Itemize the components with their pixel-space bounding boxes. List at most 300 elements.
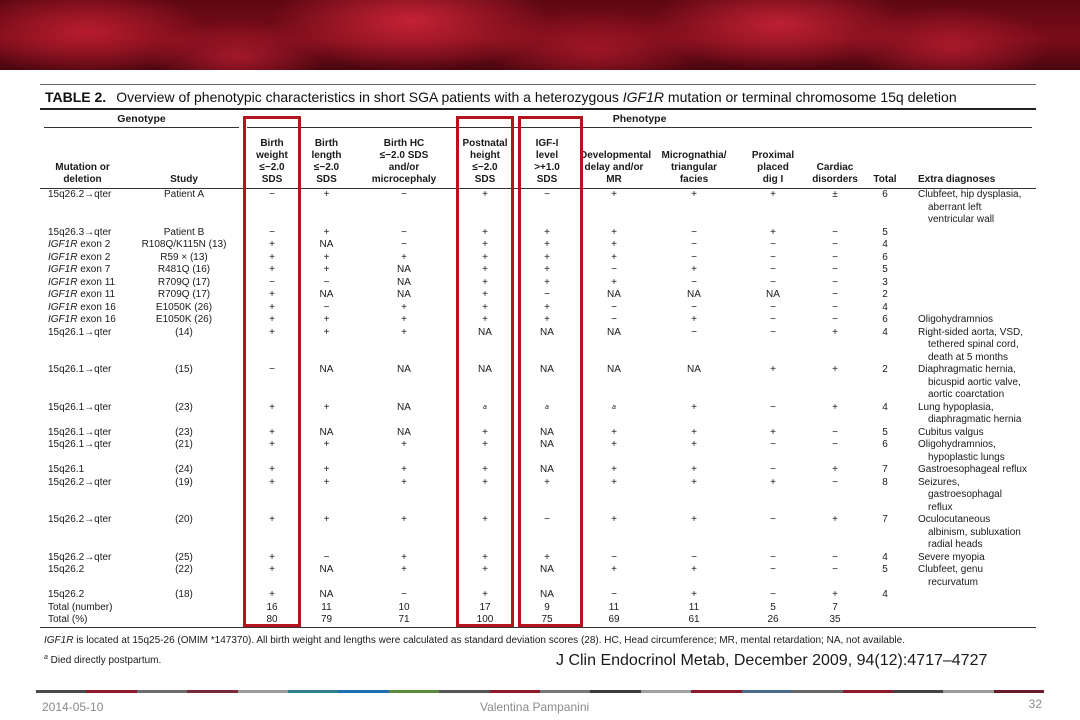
footer-bar-segment (893, 690, 943, 693)
footer-bar-segment (943, 690, 993, 693)
cell-bl: + (323, 401, 330, 413)
cell-extra (906, 264, 1036, 277)
cell-bl: + (323, 514, 330, 525)
table-title-label: TABLE 2. (45, 89, 107, 105)
cell-mutation: IGF1R exon 16 (48, 314, 116, 325)
footer-bar-segment (691, 690, 741, 693)
cell-dd: + (611, 226, 617, 238)
cell-dd: + (611, 276, 617, 288)
cell-dd: a (612, 403, 616, 411)
cell-mutation: IGF1R exon 16 (48, 301, 116, 313)
cell-igf: + (544, 276, 550, 288)
cell-dd: + (611, 189, 617, 200)
cell-mutation: 15q26.1→qter (48, 439, 112, 450)
cell-dd: 69 (580, 614, 648, 627)
cell-study: (23) (175, 426, 193, 438)
cell-pn: + (482, 426, 488, 438)
footer-bar-segment (540, 690, 590, 693)
cell-igf: − (544, 189, 550, 200)
cell-extra: Oculocutaneous albinism, subluxation radial heads (918, 514, 1021, 550)
cell-pn: + (482, 251, 488, 263)
cell-study: Patient A (163, 189, 205, 200)
cell-mg: − (691, 551, 697, 563)
cell-mg: NA (687, 289, 701, 300)
cell-igf: NA (540, 589, 554, 600)
cell-bw: + (269, 314, 275, 325)
cell-dd: NA (607, 326, 621, 338)
cell-bhc: 10 (398, 601, 410, 613)
footer-bar-segment (641, 690, 691, 693)
cell-pn: + (482, 264, 488, 275)
cell-igf: + (544, 301, 550, 313)
footnote-main (44, 632, 1044, 649)
cell-pd: − (770, 564, 776, 575)
cell-total: 5 (882, 564, 888, 575)
footer-bar-segment (36, 690, 86, 693)
cell-cd: − (832, 476, 838, 488)
cell-dd: − (611, 301, 617, 313)
cell-igf: − (544, 289, 550, 300)
cell-pn: + (482, 439, 488, 450)
column-header-total: Total (864, 128, 906, 189)
cell-study: R709Q (17) (157, 276, 211, 288)
cell-mg: − (691, 251, 697, 263)
cell-pd: − (770, 326, 776, 338)
cell-extra (906, 277, 1036, 290)
cell-mg: + (691, 264, 697, 275)
cell-bw: + (269, 551, 275, 563)
cell-bl: − (323, 551, 330, 563)
cell-mg: − (691, 226, 697, 238)
footer-bar-segment (238, 690, 288, 693)
cell-study: R59 × (13) (160, 251, 208, 263)
cell-study (125, 602, 243, 615)
cell-igf: − (544, 514, 550, 525)
cell-mutation: 15q26.2→qter (48, 476, 112, 488)
cell-bhc: NA (397, 426, 411, 438)
cell-mg: 11 (688, 601, 700, 613)
cell-bl: + (323, 326, 330, 338)
cell-igf: + (544, 251, 550, 263)
cell-total: 6 (882, 189, 888, 200)
cell-extra (906, 614, 1036, 627)
cell-bl: 11 (321, 601, 332, 613)
cell-extra: Clubfeet, genu recurvatum (918, 564, 984, 588)
cell-igf: + (544, 239, 550, 250)
cell-pn: + (482, 239, 488, 250)
cell-dd: + (611, 476, 617, 488)
cell-dd: − (611, 264, 617, 275)
cell-pn: + (482, 464, 488, 475)
footer-bar-segment (86, 690, 136, 693)
cell-extra: Seizures, gastroesophagal reflux (918, 476, 1002, 513)
footnote-text: is located at 15q25-26 (OMIM *147370). All birth weight and lengths were calculated as standard deviation scores (28). HC, Head circumference; MR, mental retardation; NA, not available. (73, 635, 905, 646)
cell-bhc: + (401, 551, 407, 563)
cell-pd: − (770, 301, 776, 313)
cell-cd: − (832, 289, 838, 300)
cell-total (864, 614, 906, 627)
cell-cd: + (832, 514, 838, 525)
cell-bw: + (269, 401, 275, 413)
footer-date: 2014-05-10 (42, 700, 104, 714)
cell-bl: + (323, 314, 330, 325)
table-title-text-end: mutation or terminal chromosome 15q deletion (664, 89, 957, 105)
cell-igf: 75 (514, 614, 580, 627)
cell-bhc: − (401, 189, 407, 200)
cell-dd: NA (607, 364, 621, 375)
cell-bw: + (269, 426, 275, 438)
cell-bhc: NA (397, 276, 411, 288)
cell-mg: + (691, 189, 697, 200)
cell-extra: Lung hypoplasia, diaphragmatic hernia (918, 401, 1022, 425)
column-header-mutation: Mutation or deletion (40, 128, 125, 189)
cell-dd: 11 (608, 601, 620, 613)
cell-mg: + (691, 314, 697, 325)
cell-bhc: + (401, 439, 407, 450)
cell-igf: 9 (544, 601, 550, 613)
cell-extra (906, 602, 1036, 615)
cell-total: 4 (882, 551, 888, 563)
cell-study: (20) (175, 514, 193, 525)
cell-mutation: IGF1R exon 11 (48, 276, 116, 288)
cell-igf: a (545, 403, 549, 411)
footer-bar-segment (137, 690, 187, 693)
cell-bl: − (323, 276, 330, 288)
cell-pd: − (770, 551, 776, 563)
cell-pn: + (482, 476, 488, 488)
cell-bhc: + (401, 326, 407, 338)
cell-cd: + (832, 364, 838, 375)
cell-igf: NA (540, 564, 554, 575)
cell-bl: NA (319, 239, 334, 250)
cell-cd: − (832, 264, 838, 275)
cell-bhc: + (401, 251, 407, 263)
cell-extra (906, 302, 1036, 315)
cell-bw: + (269, 251, 275, 263)
cell-mutation: 15q26.1→qter (48, 426, 112, 438)
cell-study: (18) (175, 589, 193, 600)
cell-total: 5 (882, 426, 888, 438)
cell-igf: + (544, 551, 550, 563)
cell-bhc: + (401, 301, 407, 313)
cell-igf: NA (540, 364, 554, 375)
cell-pn: a (483, 403, 487, 411)
cell-pn: + (482, 314, 488, 325)
cell-bw: + (269, 439, 275, 450)
cell-cd: − (832, 439, 838, 450)
footnote-a-mark: a (44, 654, 48, 661)
cell-bhc: − (401, 226, 407, 238)
cell-bw: − (269, 364, 275, 375)
cell-bl: NA (319, 364, 334, 375)
cell-cd: ± (832, 189, 838, 200)
cell-study: (24) (175, 464, 193, 475)
table-title (45, 88, 957, 106)
cell-pn: + (482, 564, 488, 575)
cell-total: 2 (882, 289, 888, 300)
cell-pn: + (482, 226, 488, 238)
cell-pd: − (770, 464, 776, 475)
cell-bw: 16 (266, 601, 278, 613)
cell-pn: + (482, 301, 488, 313)
cell-total: 6 (882, 251, 888, 263)
cell-extra: Oligohydramnios (918, 314, 994, 325)
cell-dd: NA (607, 289, 621, 300)
cell-mutation: 15q26.1 (48, 464, 85, 475)
cell-bhc: 71 (352, 614, 456, 627)
cell-extra: Right-sided aorta, VSD, tethered spinal cord, death at 5 months (918, 326, 1024, 363)
cell-pn: + (482, 551, 488, 563)
cell-mg: + (691, 589, 697, 600)
cell-pd: − (770, 314, 776, 325)
column-header-cd: Cardiac disorders (806, 128, 864, 189)
column-header-study: Study (125, 128, 243, 189)
cell-mg: NA (687, 364, 701, 375)
column-header-mg: Micrognathia/ triangular facies (648, 128, 740, 189)
cell-mutation: 15q26.1→qter (48, 326, 112, 338)
footer-bar-segment (590, 690, 640, 693)
cell-mutation: Total (number) (48, 601, 113, 613)
cell-bhc: + (401, 514, 407, 525)
cell-bl: + (323, 226, 330, 238)
column-header-igf: IGF-I level >+1.0 SDS (514, 128, 580, 189)
cell-total: 6 (882, 314, 888, 325)
cell-mutation: 15q26.2 (48, 589, 85, 600)
cell-bhc: NA (397, 264, 411, 275)
cell-igf: NA (540, 439, 554, 450)
cell-pd: − (770, 401, 776, 413)
cell-mutation: IGF1R exon 2 (48, 239, 111, 250)
cell-pd: − (770, 276, 776, 288)
cell-cd: + (832, 464, 838, 475)
column-header-extra: Extra diagnoses (906, 128, 1036, 189)
cell-study: E1050K (26) (155, 314, 213, 325)
cell-mutation: IGF1R exon 11 (48, 289, 116, 300)
cell-dd: + (611, 439, 617, 450)
cell-mutation: IGF1R exon 7 (48, 264, 111, 275)
cell-bw: + (269, 514, 275, 525)
cell-cd: + (832, 589, 838, 600)
cell-bhc: + (401, 464, 407, 475)
cell-study: Patient B (163, 226, 205, 238)
highlight-box-birth-weight (243, 116, 301, 627)
cell-pn: + (482, 189, 488, 200)
cell-cd: − (832, 314, 838, 325)
cell-total: 4 (882, 326, 888, 338)
table-title-text: Overview of phenotypic characteristics in short SGA patients with a heterozygous (116, 89, 623, 105)
cell-mg: + (691, 426, 697, 438)
cell-mg: + (691, 401, 697, 413)
cell-bhc: + (401, 476, 407, 488)
cell-igf: NA (540, 426, 554, 438)
cell-bw: + (269, 239, 275, 250)
cell-mg: + (691, 439, 697, 450)
cell-study: (25) (175, 551, 193, 563)
footer-author: Valentina Pampanini (480, 700, 590, 714)
cell-cd: − (832, 276, 838, 288)
cell-bw: 80 (243, 614, 301, 627)
cell-extra (906, 589, 1036, 602)
cell-mg: − (691, 276, 697, 288)
column-header-bw: Birth weight ≤−2.0 SDS (243, 128, 301, 189)
cell-mutation: 15q26.3→qter (48, 226, 112, 238)
cell-pd: 26 (740, 614, 806, 627)
cell-pn: 100 (456, 614, 514, 627)
footer-bar-segment (742, 690, 792, 693)
cell-bhc: NA (397, 289, 411, 300)
cell-mg: + (691, 564, 697, 575)
top-rule (40, 84, 1036, 85)
cell-pd: + (770, 476, 776, 488)
column-header-pd: Proximal placed dig I (740, 128, 806, 189)
cell-total: 2 (882, 364, 888, 375)
cell-bl: NA (319, 589, 334, 600)
cell-extra (906, 227, 1036, 240)
cell-cd: − (832, 251, 838, 263)
cell-study: (15) (175, 364, 193, 375)
highlight-box-postnatal-height (456, 116, 514, 627)
cell-dd: − (611, 551, 617, 563)
cell-mutation: IGF1R exon 2 (48, 251, 111, 263)
cell-bl: + (323, 464, 330, 475)
cell-cd: 35 (806, 614, 864, 627)
cell-igf: + (544, 226, 550, 238)
cell-cd: − (832, 426, 838, 438)
group-header-genotype: Genotype (40, 110, 243, 128)
cell-study: R481Q (16) (157, 264, 211, 275)
cell-total: 4 (882, 239, 888, 250)
cell-pn: NA (478, 364, 492, 375)
cell-bl: + (323, 264, 330, 275)
cell-extra: Clubfeet, hip dysplasia, aberrant left ventricular wall (918, 189, 1022, 225)
cell-dd: + (611, 251, 617, 263)
cell-study: (14) (175, 326, 193, 338)
footer-bar-segment (288, 690, 338, 693)
cell-mutation: 15q26.2→qter (48, 514, 112, 525)
cell-extra: Diaphragmatic hernia, bicuspid aortic valve, aortic coarctation (918, 364, 1021, 400)
cell-extra (906, 289, 1036, 302)
cell-pn: 17 (479, 601, 491, 613)
cell-bw: − (269, 226, 275, 238)
cell-dd: + (611, 514, 617, 525)
cell-pd: − (770, 251, 776, 263)
cell-mg: 61 (648, 614, 740, 627)
cell-pd: 5 (770, 601, 776, 613)
cell-cd: + (832, 326, 838, 338)
cell-cd: − (832, 551, 838, 563)
cell-cd: 7 (832, 601, 838, 613)
cell-mg: − (691, 301, 697, 313)
cell-extra: Severe myopia (918, 551, 985, 563)
cell-bl: + (323, 476, 330, 488)
footer-bar-segment (338, 690, 388, 693)
cell-bw: + (269, 326, 275, 338)
cell-total: 4 (882, 401, 888, 413)
footer-bar-segment (994, 690, 1044, 693)
cell-study: E1050K (26) (155, 301, 213, 313)
cell-mg: − (691, 326, 697, 338)
cell-bw: + (269, 476, 275, 488)
cell-bhc: + (401, 314, 407, 325)
cell-mutation: 15q26.1→qter (48, 364, 112, 375)
cell-pd: + (770, 226, 776, 238)
cell-mg: + (691, 514, 697, 525)
cell-bl: + (323, 189, 330, 200)
cell-cd: − (832, 564, 838, 575)
cell-total (864, 602, 906, 615)
cell-mutation: 15q26.1→qter (48, 401, 112, 413)
cell-extra: Gastroesophageal reflux (918, 464, 1027, 475)
cell-bhc: NA (397, 364, 411, 375)
cell-study: (22) (175, 564, 193, 575)
cell-bl: 79 (301, 614, 352, 627)
cell-cd: − (832, 239, 838, 250)
cell-study: R709Q (17) (157, 289, 211, 300)
cell-igf: NA (540, 464, 554, 475)
footer-bar-segment (187, 690, 237, 693)
cell-pn: + (482, 514, 488, 525)
cell-study: R108Q/K115N (13) (141, 239, 227, 250)
cell-pd: − (770, 264, 776, 275)
column-header-dd: Developmental delay and/or MR (580, 128, 648, 189)
cell-bw: − (269, 276, 275, 288)
cell-dd: − (611, 589, 617, 600)
cell-bhc: − (401, 239, 407, 250)
cell-total: 4 (882, 589, 888, 600)
cell-igf: NA (540, 326, 554, 338)
cell-extra (906, 252, 1036, 265)
cell-bw: + (269, 264, 275, 275)
cell-bw: + (269, 289, 275, 300)
cell-igf: + (544, 314, 550, 325)
cell-mg: − (691, 239, 697, 250)
footer-bar-segment (439, 690, 489, 693)
cell-dd: + (611, 426, 617, 438)
cell-pd: − (770, 589, 776, 600)
cell-bl: + (323, 439, 330, 450)
slide-number: 32 (1028, 697, 1042, 711)
cell-pd: − (770, 239, 776, 250)
cell-cd: + (832, 401, 838, 413)
cell-total: 5 (882, 264, 888, 275)
highlight-box-igf-level (518, 116, 583, 627)
cell-pn: + (482, 289, 488, 300)
cell-bl: NA (319, 564, 334, 575)
footer-bar-segment (389, 690, 439, 693)
cell-extra: Oligohydramnios, hypoplastic lungs (918, 439, 1005, 463)
cell-bl: NA (319, 426, 334, 438)
footer-bar-segment (490, 690, 540, 693)
cell-study: (19) (175, 476, 193, 488)
journal-citation: J Clin Endocrinol Metab, December 2009, 94(12):4717–4727 (556, 652, 988, 669)
footer-bar-segment (792, 690, 842, 693)
column-header-pn: Postnatal height ≤−2.0 SDS (456, 128, 514, 189)
cell-mutation: 15q26.2→qter (48, 551, 112, 563)
cell-pd: + (770, 426, 776, 438)
group-header-phenotype: Phenotype (243, 110, 1036, 128)
footnote-gene: IGF1R (44, 635, 74, 646)
cell-bl: − (323, 301, 330, 313)
cell-cd: − (832, 301, 838, 313)
cell-mutation: 15q26.2→qter (48, 189, 112, 200)
cell-pd: − (770, 514, 776, 525)
cell-pn: + (482, 276, 488, 288)
footnote-a-text: Died directly postpartum. (47, 655, 162, 666)
cell-extra: Cubitus valgus (918, 426, 984, 438)
column-header-bhc: Birth HC ≤−2.0 SDS and/or microcephaly (352, 128, 456, 189)
cell-total: 7 (882, 464, 888, 475)
cell-cd: − (832, 226, 838, 238)
